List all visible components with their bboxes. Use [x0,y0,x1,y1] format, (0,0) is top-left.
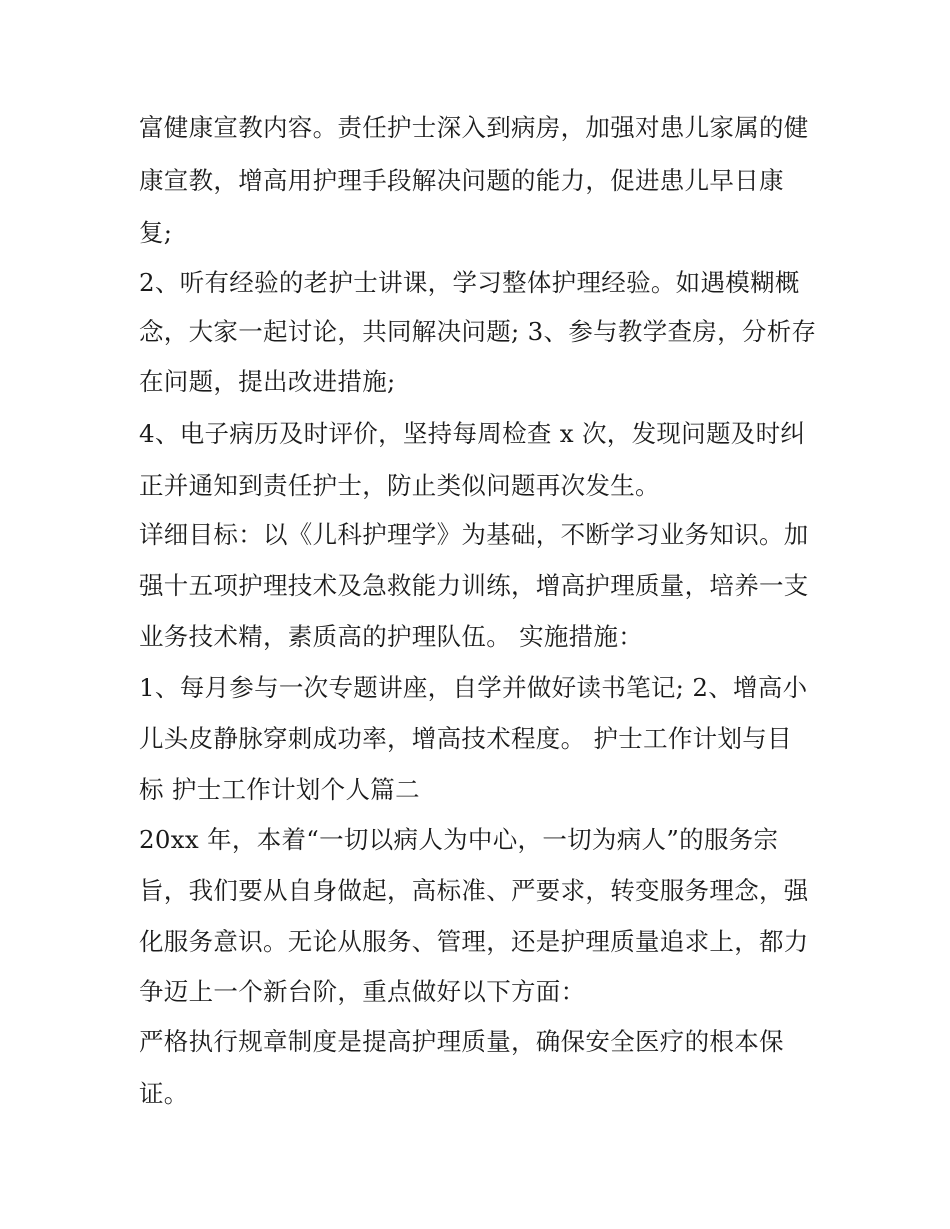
text-line: 证。 [139,1079,189,1108]
text-line: 旨，我们要从自身做起，高标准、严要求，转变服务理念，强 [139,876,809,905]
text-line: 在问题，提出改进措施; [139,367,396,396]
text-line: 2、听有经验的老护士讲课，学习整体护理经验。如遇模糊概 [139,268,800,297]
text-line: 争迈上一个新台阶，重点做好以下方面： [139,977,586,1006]
text-line: 强十五项护理技术及急救能力训练，增高护理质量，培养一支 [139,571,809,600]
text-line: 1、每月参与一次专题讲座，自学并做好读书笔记; 2、增高小 [139,673,808,702]
text-line: 康宣教，增高用护理手段解决问题的能力，促进患儿早日康 [139,166,784,195]
text-line: 儿头皮静脉穿刺成功率，增高技术程度。 护士工作计划与目 [139,724,792,753]
text-line: 标 护士工作计划个人篇二 [139,775,420,804]
text-line: 富健康宣教内容。责任护士深入到病房，加强对患儿家属的健 [139,113,809,142]
text-line: 复; [139,218,173,247]
text-line: 念，大家一起讨论，共同解决问题; 3、参与教学查房，分析存 [139,317,817,346]
text-line: 4、电子病历及时评价，坚持每周检查 x 次，发现问题及时纠 [139,419,806,448]
text-line: 化服务意识。无论从服务、管理，还是护理质量追求上，都力 [139,927,809,956]
text-line: 业务技术精，素质高的护理队伍。 实施措施： [139,622,644,651]
text-line: 正并通知到责任护士，防止类似问题再次发生。 [139,471,660,500]
text-line: 详细目标：以《儿科护理学》为基础，不断学习业务知识。加 [139,520,809,549]
text-line: 严格执行规章制度是提高护理质量，确保安全医疗的根本保 [139,1027,784,1056]
text-line: 20xx 年，本着“一切以病人为中心，一切为病人”的服务宗 [139,825,779,854]
